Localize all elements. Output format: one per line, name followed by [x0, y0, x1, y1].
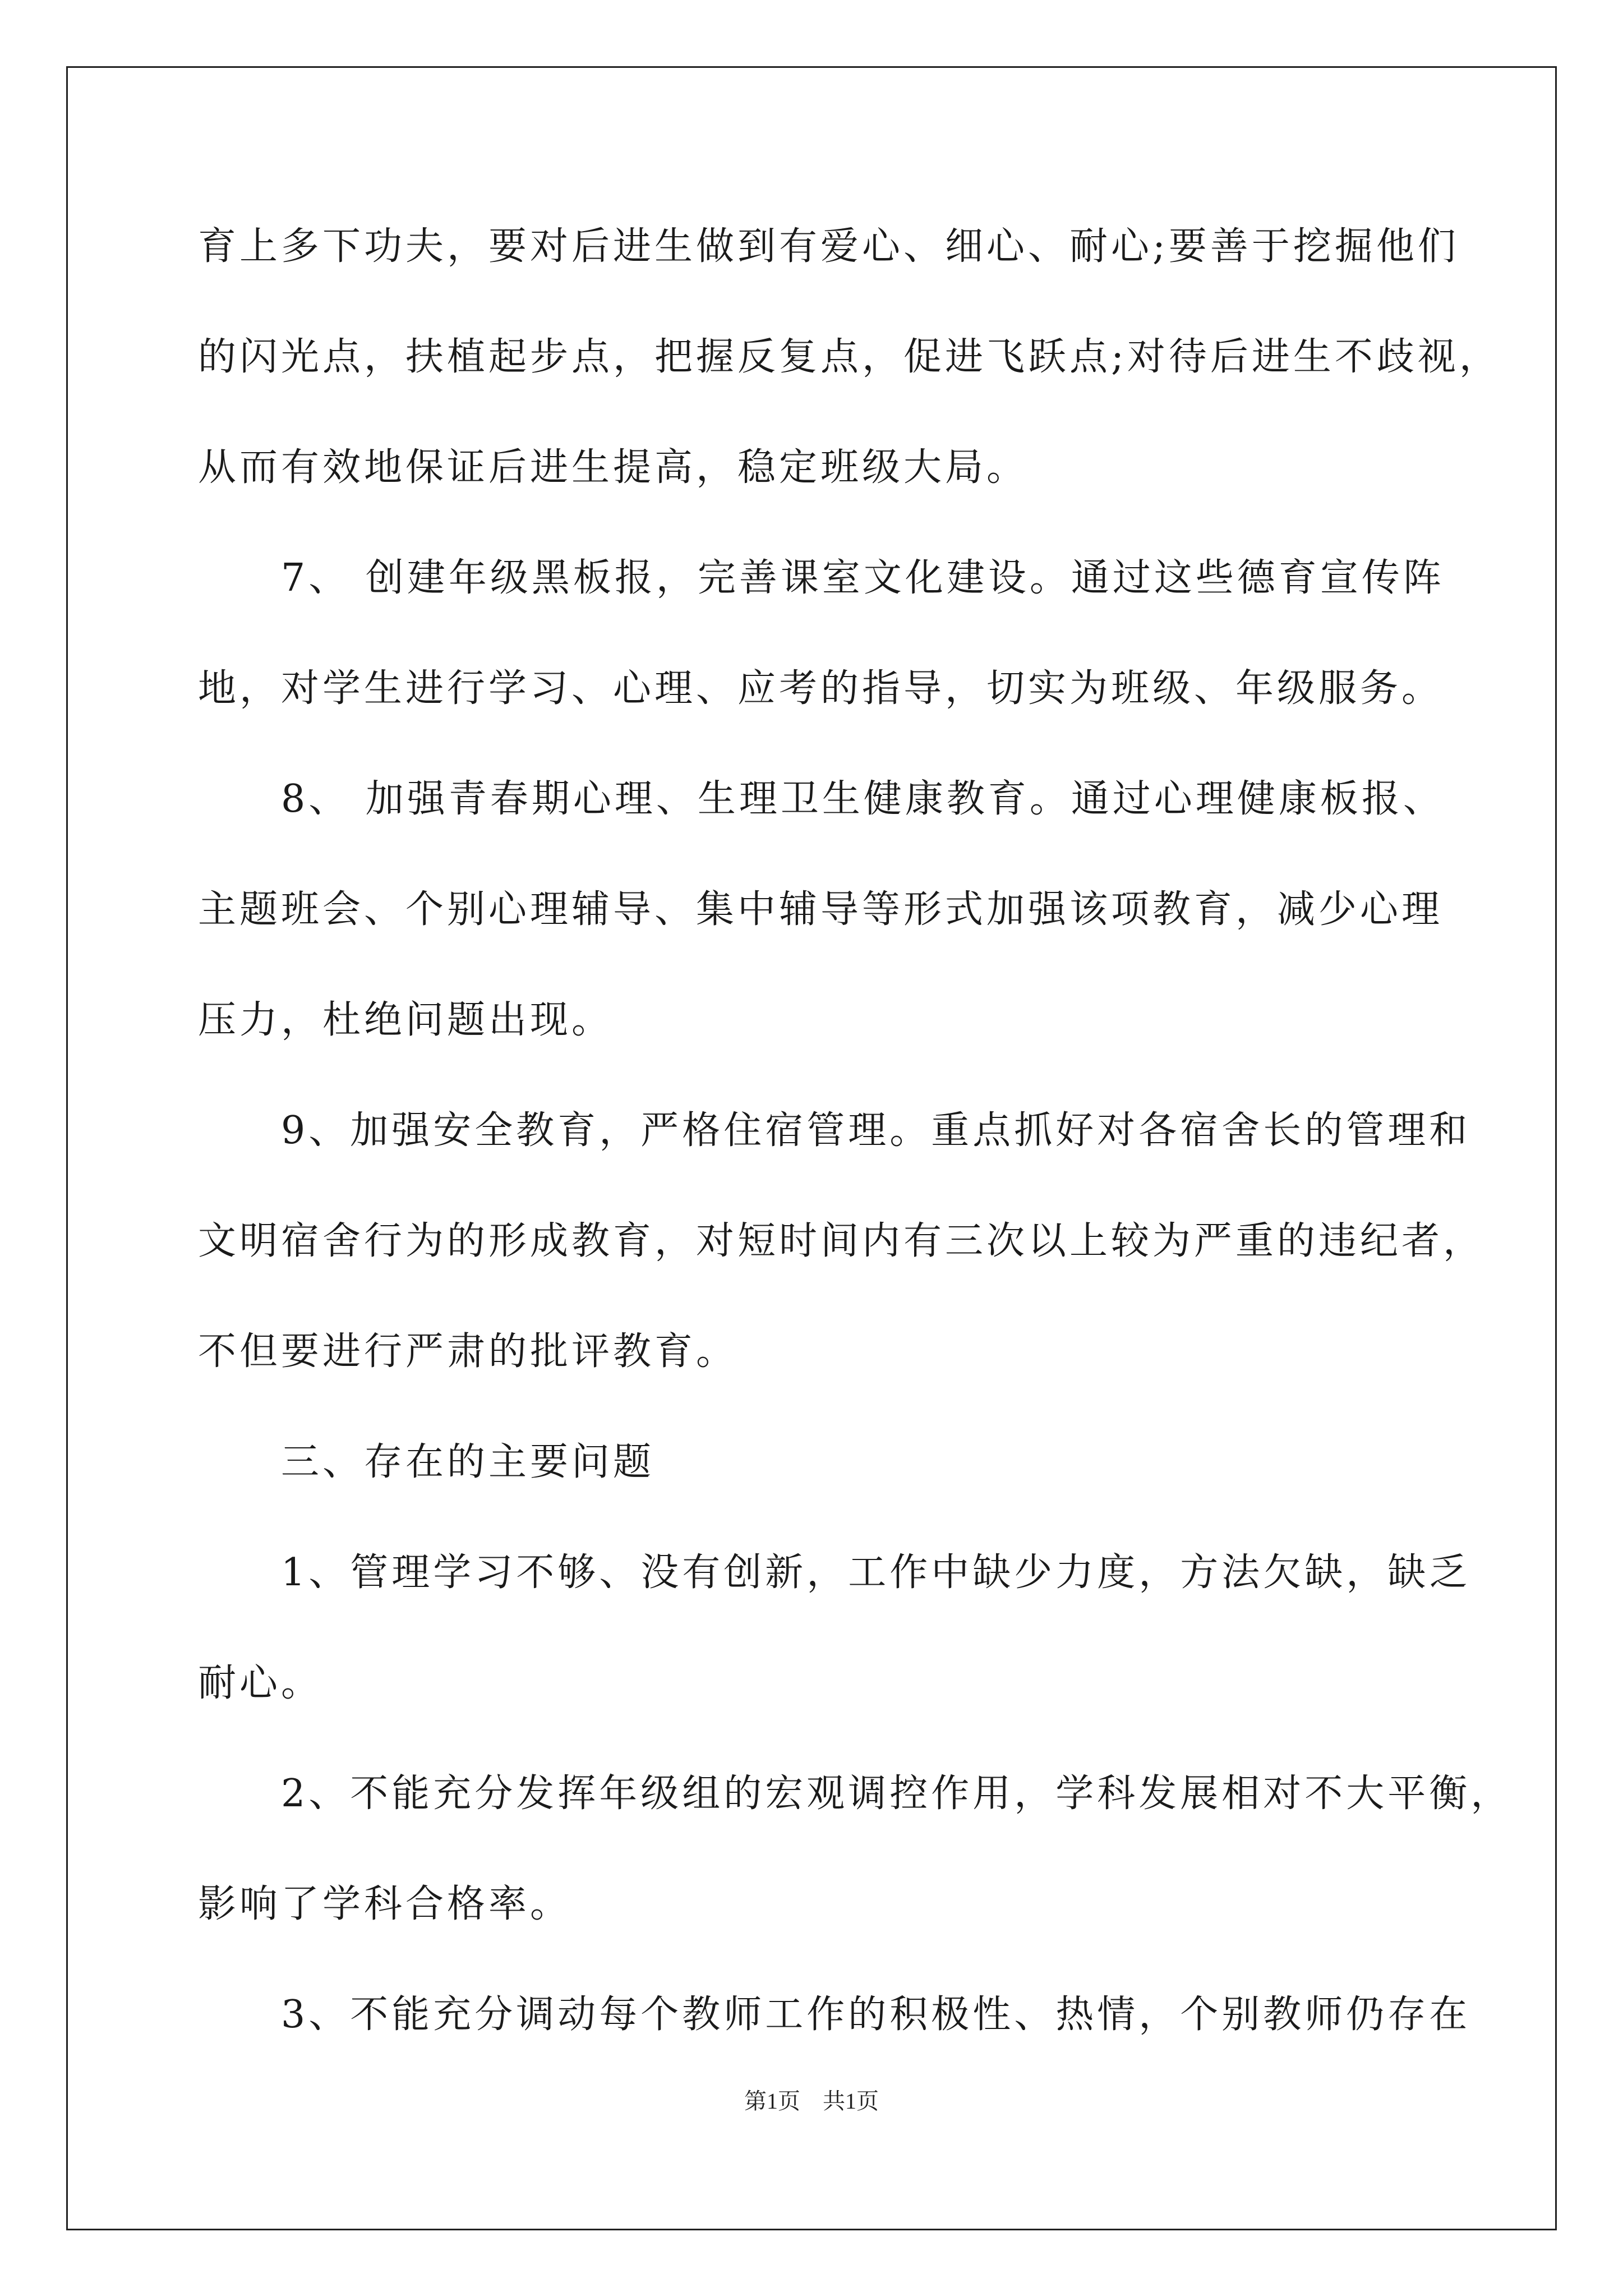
text-line: 影响了学科合格率。 — [198, 1882, 572, 1926]
text-line: 7、 创建年级黑板报，完善课室文化建设。通过这些德育宣传阵 — [198, 556, 1445, 600]
text-line: 育上多下功夫，要对后进生做到有爱心、细心、耐心;要善于挖掘他们 — [198, 224, 1459, 269]
text-line: 地，对学生进行学习、心理、应考的指导，切实为班级、年级服务。 — [198, 666, 1444, 711]
page-number-footer: 第1页 共1页 — [744, 2088, 879, 2114]
text-line: 3、不能充分调动每个教师工作的积极性、热情，个别教师仍存在 — [198, 1993, 1471, 2037]
text-line: 主题班会、个别心理辅导、集中辅导等形式加强该项教育，减少心理 — [198, 887, 1444, 932]
text-line: 9、加强安全教育，严格住宿管理。重点抓好对各宿舍长的管理和 — [198, 1108, 1471, 1153]
text-line: 耐心。 — [198, 1661, 323, 1705]
text-line: 1、管理学习不够、没有创新，工作中缺少力度，方法欠缺，缺乏 — [198, 1550, 1471, 1595]
text-line: 的闪光点，扶植起步点，把握反复点，促进飞跃点;对待后进生不歧视， — [198, 335, 1501, 379]
text-line: 文明宿舍行为的形成教育，对短时间内有三次以上较为严重的违纪者， — [198, 1219, 1485, 1263]
text-line: 从而有效地保证后进生提高，稳定班级大局。 — [198, 445, 1029, 490]
text-line: 2、不能充分发挥年级组的宏观调控作用，学科发展相对不大平衡， — [198, 1772, 1513, 1816]
text-line: 压力，杜绝问题出现。 — [198, 998, 614, 1042]
text-line: 不但要进行严肃的批评教育。 — [198, 1329, 738, 1374]
text-line: 8、 加强青春期心理、生理卫生健康教育。通过心理健康板报、 — [198, 777, 1445, 821]
section-heading: 三、存在的主要问题 — [198, 1440, 655, 1484]
